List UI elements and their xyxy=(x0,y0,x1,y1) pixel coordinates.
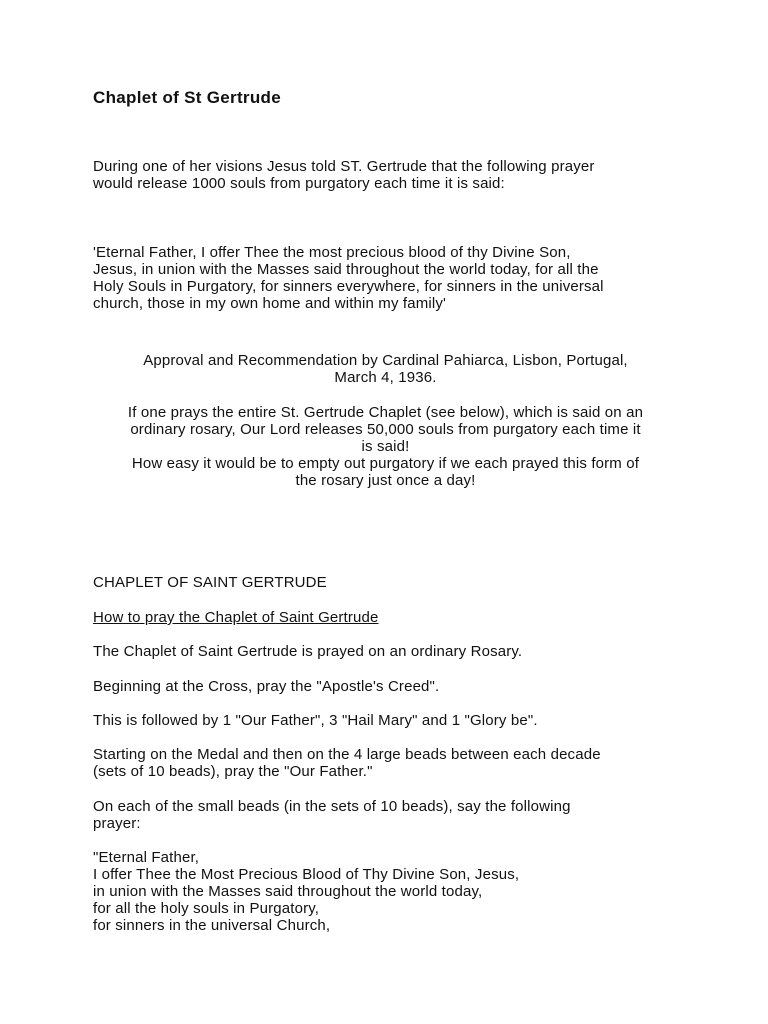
second-prayer-line: I offer Thee the Most Precious Blood of Thy Divine Son, Jesus, xyxy=(93,866,520,883)
intro-paragraph xyxy=(93,158,595,192)
second-prayer-line: in union with the Masses said throughout the world today, xyxy=(93,883,483,900)
section-heading: CHAPLET OF SAINT GERTRUDE xyxy=(93,574,327,591)
first-prayer-line: 'Eternal Father, I offer Thee the most precious blood of thy Divine Son, xyxy=(93,244,571,261)
promise-line: the rosary just once a day! xyxy=(295,472,476,489)
promise-line: If one prays the entire St. Gertrude Chaplet (see below), which is said on an xyxy=(127,404,644,421)
step-small-beads-line: On each of the small beads (in the sets of 10 beads), say the following xyxy=(93,798,571,815)
promise-line: is said! xyxy=(361,438,410,455)
step-medal-line: (sets of 10 beads), pray the "Our Father." xyxy=(93,763,373,780)
step-medal-line: Starting on the Medal and then on the 4 large beads between each decade xyxy=(93,746,601,763)
promise-line: ordinary rosary, Our Lord releases 50,000 souls from purgatory each time it xyxy=(130,421,641,438)
document-title: Chaplet of St Gertrude xyxy=(93,88,281,107)
first-prayer-line: Holy Souls in Purgatory, for sinners everywhere, for sinners in the universal xyxy=(93,278,604,295)
approval-line: March 4, 1936. xyxy=(334,369,437,386)
first-prayer-paragraph xyxy=(93,244,604,312)
step-rosary: The Chaplet of Saint Gertrude is prayed on an ordinary Rosary. xyxy=(93,643,523,660)
how-to-heading: How to pray the Chaplet of Saint Gertrude xyxy=(93,609,379,626)
second-prayer-line: "Eternal Father, xyxy=(93,849,200,866)
approval-paragraph xyxy=(93,352,678,386)
second-prayer-line: for all the holy souls in Purgatory, xyxy=(93,900,320,917)
second-prayer xyxy=(93,849,519,934)
promise-paragraph xyxy=(93,404,678,489)
second-prayer-line: for sinners in the universal Church, xyxy=(93,917,331,934)
intro-line: During one of her visions Jesus told ST. Gertrude that the following prayer xyxy=(93,158,595,175)
step-small-beads-line: prayer: xyxy=(93,815,141,832)
promise-line: How easy it would be to empty out purgatory if we each prayed this form of xyxy=(131,455,640,472)
step-medal xyxy=(93,746,601,780)
first-prayer-line: Jesus, in union with the Masses said throughout the world today, for all the xyxy=(93,261,599,278)
step-small-beads xyxy=(93,798,571,832)
intro-line: would release 1000 souls from purgatory each time it is said: xyxy=(93,175,505,192)
step-cross: Beginning at the Cross, pray the "Apostle's Creed". xyxy=(93,678,440,695)
step-followed: This is followed by 1 "Our Father", 3 "Hail Mary" and 1 "Glory be". xyxy=(93,712,538,729)
first-prayer-line: church, those in my own home and within my family' xyxy=(93,295,447,312)
approval-line: Approval and Recommendation by Cardinal Pahiarca, Lisbon, Portugal, xyxy=(143,352,628,369)
